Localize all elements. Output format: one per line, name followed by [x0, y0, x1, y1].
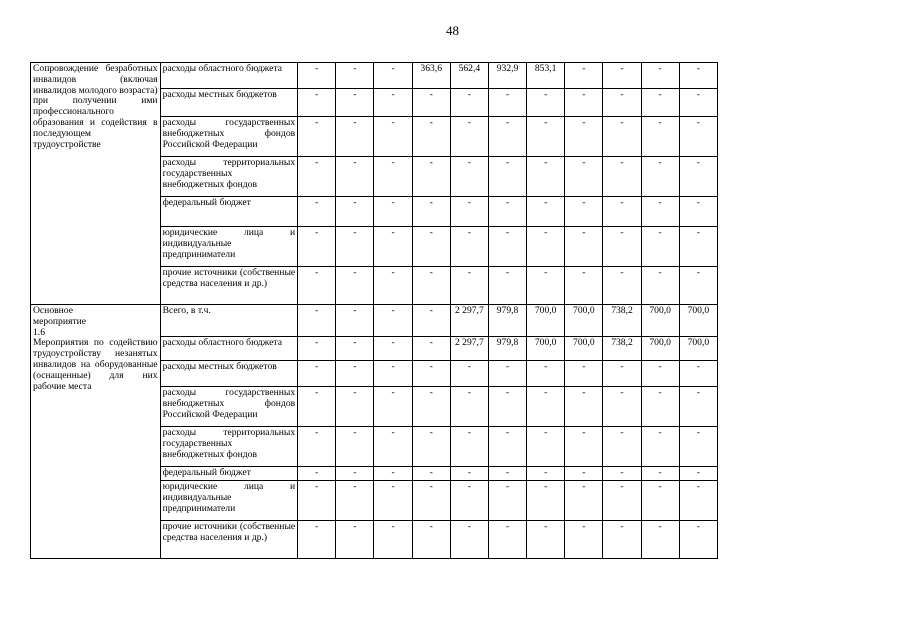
value-cell: 700,0 [565, 337, 603, 361]
measure-cell [31, 63, 161, 305]
value-cell: 738,2 [603, 305, 641, 337]
value-cell: 700,0 [679, 305, 717, 337]
value-cell: - [603, 267, 641, 305]
value-cell: 700,0 [527, 305, 565, 337]
value-cell: - [603, 427, 641, 467]
value-cell: - [412, 481, 450, 521]
value-cell: - [679, 387, 717, 427]
value-cell: - [336, 89, 374, 117]
value-cell: - [527, 427, 565, 467]
value-cell: 363,6 [412, 63, 450, 89]
value-cell: - [412, 337, 450, 361]
value-cell: - [565, 157, 603, 197]
value-cell: - [336, 267, 374, 305]
value-cell: - [450, 481, 488, 521]
value-cell: - [565, 197, 603, 227]
funding-source: расходы местных бюджетов [160, 361, 298, 387]
value-cell: - [488, 227, 526, 267]
value-cell: - [450, 157, 488, 197]
value-cell: - [603, 387, 641, 427]
value-cell: 700,0 [527, 337, 565, 361]
value-cell: - [298, 337, 336, 361]
value-cell: - [679, 481, 717, 521]
value-cell: - [603, 197, 641, 227]
value-cell: - [412, 227, 450, 267]
value-cell: - [412, 387, 450, 427]
value-cell: - [336, 337, 374, 361]
value-cell: - [679, 227, 717, 267]
value-cell: - [641, 117, 679, 157]
value-cell: - [565, 63, 603, 89]
value-cell: 700,0 [679, 337, 717, 361]
funding-source: Всего, в т.ч. [160, 305, 298, 337]
measure-title: Основное мероприятие 1.6 [33, 305, 86, 338]
value-cell: - [298, 521, 336, 559]
value-cell: - [565, 521, 603, 559]
value-cell: - [298, 117, 336, 157]
value-cell: - [603, 117, 641, 157]
value-cell: - [603, 467, 641, 481]
value-cell: - [374, 63, 412, 89]
value-cell: - [527, 467, 565, 481]
value-cell: - [641, 481, 679, 521]
value-cell: - [336, 481, 374, 521]
value-cell: - [450, 89, 488, 117]
value-cell: - [527, 267, 565, 305]
value-cell: - [679, 197, 717, 227]
value-cell: 932,9 [488, 63, 526, 89]
value-cell: 700,0 [641, 305, 679, 337]
value-cell: - [488, 387, 526, 427]
value-cell: - [641, 157, 679, 197]
value-cell: - [298, 157, 336, 197]
value-cell: - [412, 117, 450, 157]
value-cell: - [527, 361, 565, 387]
value-cell: - [488, 481, 526, 521]
value-cell: - [336, 361, 374, 387]
value-cell: 700,0 [565, 305, 603, 337]
value-cell: - [298, 481, 336, 521]
value-cell: 700,0 [641, 337, 679, 361]
value-cell: - [641, 227, 679, 267]
value-cell: - [336, 521, 374, 559]
value-cell: - [527, 481, 565, 521]
value-cell: - [679, 89, 717, 117]
value-cell: - [374, 467, 412, 481]
value-cell: - [336, 157, 374, 197]
value-cell: - [527, 387, 565, 427]
value-cell: - [641, 267, 679, 305]
value-cell: - [450, 117, 488, 157]
value-cell: - [565, 117, 603, 157]
funding-source: прочие источники (собственные средства населения и др.) [160, 267, 298, 305]
value-cell: - [298, 361, 336, 387]
value-cell: - [488, 467, 526, 481]
value-cell: - [565, 267, 603, 305]
value-cell: - [336, 467, 374, 481]
value-cell: - [603, 63, 641, 89]
value-cell: - [488, 267, 526, 305]
value-cell: - [450, 361, 488, 387]
value-cell: - [679, 427, 717, 467]
value-cell: - [374, 521, 412, 559]
value-cell: - [298, 467, 336, 481]
value-cell: - [488, 157, 526, 197]
value-cell: - [603, 361, 641, 387]
funding-source: прочие источники (собственные средства населения и др.) [160, 521, 298, 559]
funding-source: федеральный бюджет [160, 197, 298, 227]
value-cell: - [641, 89, 679, 117]
value-cell: - [679, 157, 717, 197]
value-cell: - [565, 227, 603, 267]
value-cell: - [412, 361, 450, 387]
value-cell: - [603, 521, 641, 559]
value-cell: - [374, 427, 412, 467]
value-cell: 2 297,7 [450, 305, 488, 337]
value-cell: - [641, 521, 679, 559]
value-cell: - [298, 227, 336, 267]
value-cell: - [298, 89, 336, 117]
value-cell: - [527, 197, 565, 227]
value-cell: - [527, 227, 565, 267]
value-cell: - [450, 427, 488, 467]
value-cell: - [374, 361, 412, 387]
funding-source: расходы территориальных государственных внебюджетных фондов [160, 157, 298, 197]
value-cell: - [412, 267, 450, 305]
measure-cell [31, 305, 161, 559]
value-cell: - [679, 467, 717, 481]
value-cell: - [641, 427, 679, 467]
value-cell: - [450, 267, 488, 305]
value-cell: - [679, 117, 717, 157]
value-cell: - [603, 89, 641, 117]
value-cell: - [374, 387, 412, 427]
value-cell: - [679, 267, 717, 305]
value-cell: - [565, 427, 603, 467]
table-row [31, 305, 718, 337]
value-cell: - [374, 157, 412, 197]
value-cell: - [641, 197, 679, 227]
value-cell: - [450, 387, 488, 427]
value-cell: - [641, 387, 679, 427]
value-cell: - [603, 227, 641, 267]
value-cell: - [488, 361, 526, 387]
value-cell: - [336, 305, 374, 337]
value-cell: - [298, 427, 336, 467]
value-cell: - [298, 63, 336, 89]
value-cell: - [565, 467, 603, 481]
value-cell: - [336, 117, 374, 157]
value-cell: - [488, 521, 526, 559]
value-cell: - [412, 89, 450, 117]
value-cell: - [298, 387, 336, 427]
value-cell: 979,8 [488, 305, 526, 337]
value-cell: - [336, 63, 374, 89]
funding-source: расходы государственных внебюджетных фондов Российской Федерации [160, 387, 298, 427]
funding-source: расходы областного бюджета [160, 63, 298, 89]
value-cell: - [641, 361, 679, 387]
value-cell: - [336, 227, 374, 267]
funding-source: расходы местных бюджетов [160, 89, 298, 117]
value-cell: - [565, 89, 603, 117]
value-cell: - [412, 521, 450, 559]
value-cell: - [565, 361, 603, 387]
value-cell: - [450, 197, 488, 227]
value-cell: - [488, 117, 526, 157]
page-number: 48 [446, 23, 459, 38]
value-cell: - [641, 467, 679, 481]
measure-name: Сопровождение безработных инвалидов (включая инвалидов молодого возраста) при получении ими профессионального образования и содействия в последующем трудоустройстве [33, 63, 158, 150]
value-cell: - [488, 89, 526, 117]
value-cell: - [450, 227, 488, 267]
value-cell: - [374, 305, 412, 337]
value-cell: 562,4 [450, 63, 488, 89]
value-cell: - [336, 427, 374, 467]
value-cell: - [679, 63, 717, 89]
funding-source: федеральный бюджет [160, 467, 298, 481]
funding-source: юридические лица и индивидуальные предприниматели [160, 227, 298, 267]
value-cell: - [336, 197, 374, 227]
value-cell: - [412, 427, 450, 467]
value-cell: - [412, 157, 450, 197]
value-cell: - [603, 481, 641, 521]
value-cell: - [374, 89, 412, 117]
value-cell: - [374, 197, 412, 227]
value-cell: - [298, 305, 336, 337]
value-cell: - [527, 157, 565, 197]
value-cell: 738,2 [603, 337, 641, 361]
value-cell: 853,1 [527, 63, 565, 89]
value-cell: - [565, 481, 603, 521]
value-cell: - [565, 387, 603, 427]
value-cell: - [450, 467, 488, 481]
value-cell: - [298, 267, 336, 305]
funding-source: расходы областного бюджета [160, 337, 298, 361]
value-cell: - [298, 197, 336, 227]
value-cell: - [336, 387, 374, 427]
value-cell: 2 297,7 [450, 337, 488, 361]
value-cell: - [374, 481, 412, 521]
value-cell: - [412, 467, 450, 481]
value-cell: - [374, 267, 412, 305]
measure-name: Мероприятия по содействию трудоустройству незанятых инвалидов на оборудованные (оснащенные) для них рабочие места [33, 337, 158, 392]
funding-source: юридические лица и индивидуальные предприниматели [160, 481, 298, 521]
value-cell: - [603, 157, 641, 197]
value-cell: - [527, 521, 565, 559]
value-cell: - [527, 117, 565, 157]
value-cell: - [488, 197, 526, 227]
budget-table [30, 62, 718, 559]
value-cell: - [450, 521, 488, 559]
funding-source: расходы государственных внебюджетных фондов Российской Федерации [160, 117, 298, 157]
value-cell: - [374, 227, 412, 267]
value-cell: - [679, 361, 717, 387]
value-cell: - [374, 337, 412, 361]
value-cell: - [679, 521, 717, 559]
value-cell: - [412, 305, 450, 337]
value-cell: 979,8 [488, 337, 526, 361]
table-row [31, 63, 718, 89]
value-cell: - [641, 63, 679, 89]
funding-source: расходы территориальных государственных внебюджетных фондов [160, 427, 298, 467]
value-cell: - [412, 197, 450, 227]
value-cell: - [527, 89, 565, 117]
value-cell: - [374, 117, 412, 157]
value-cell: - [488, 427, 526, 467]
